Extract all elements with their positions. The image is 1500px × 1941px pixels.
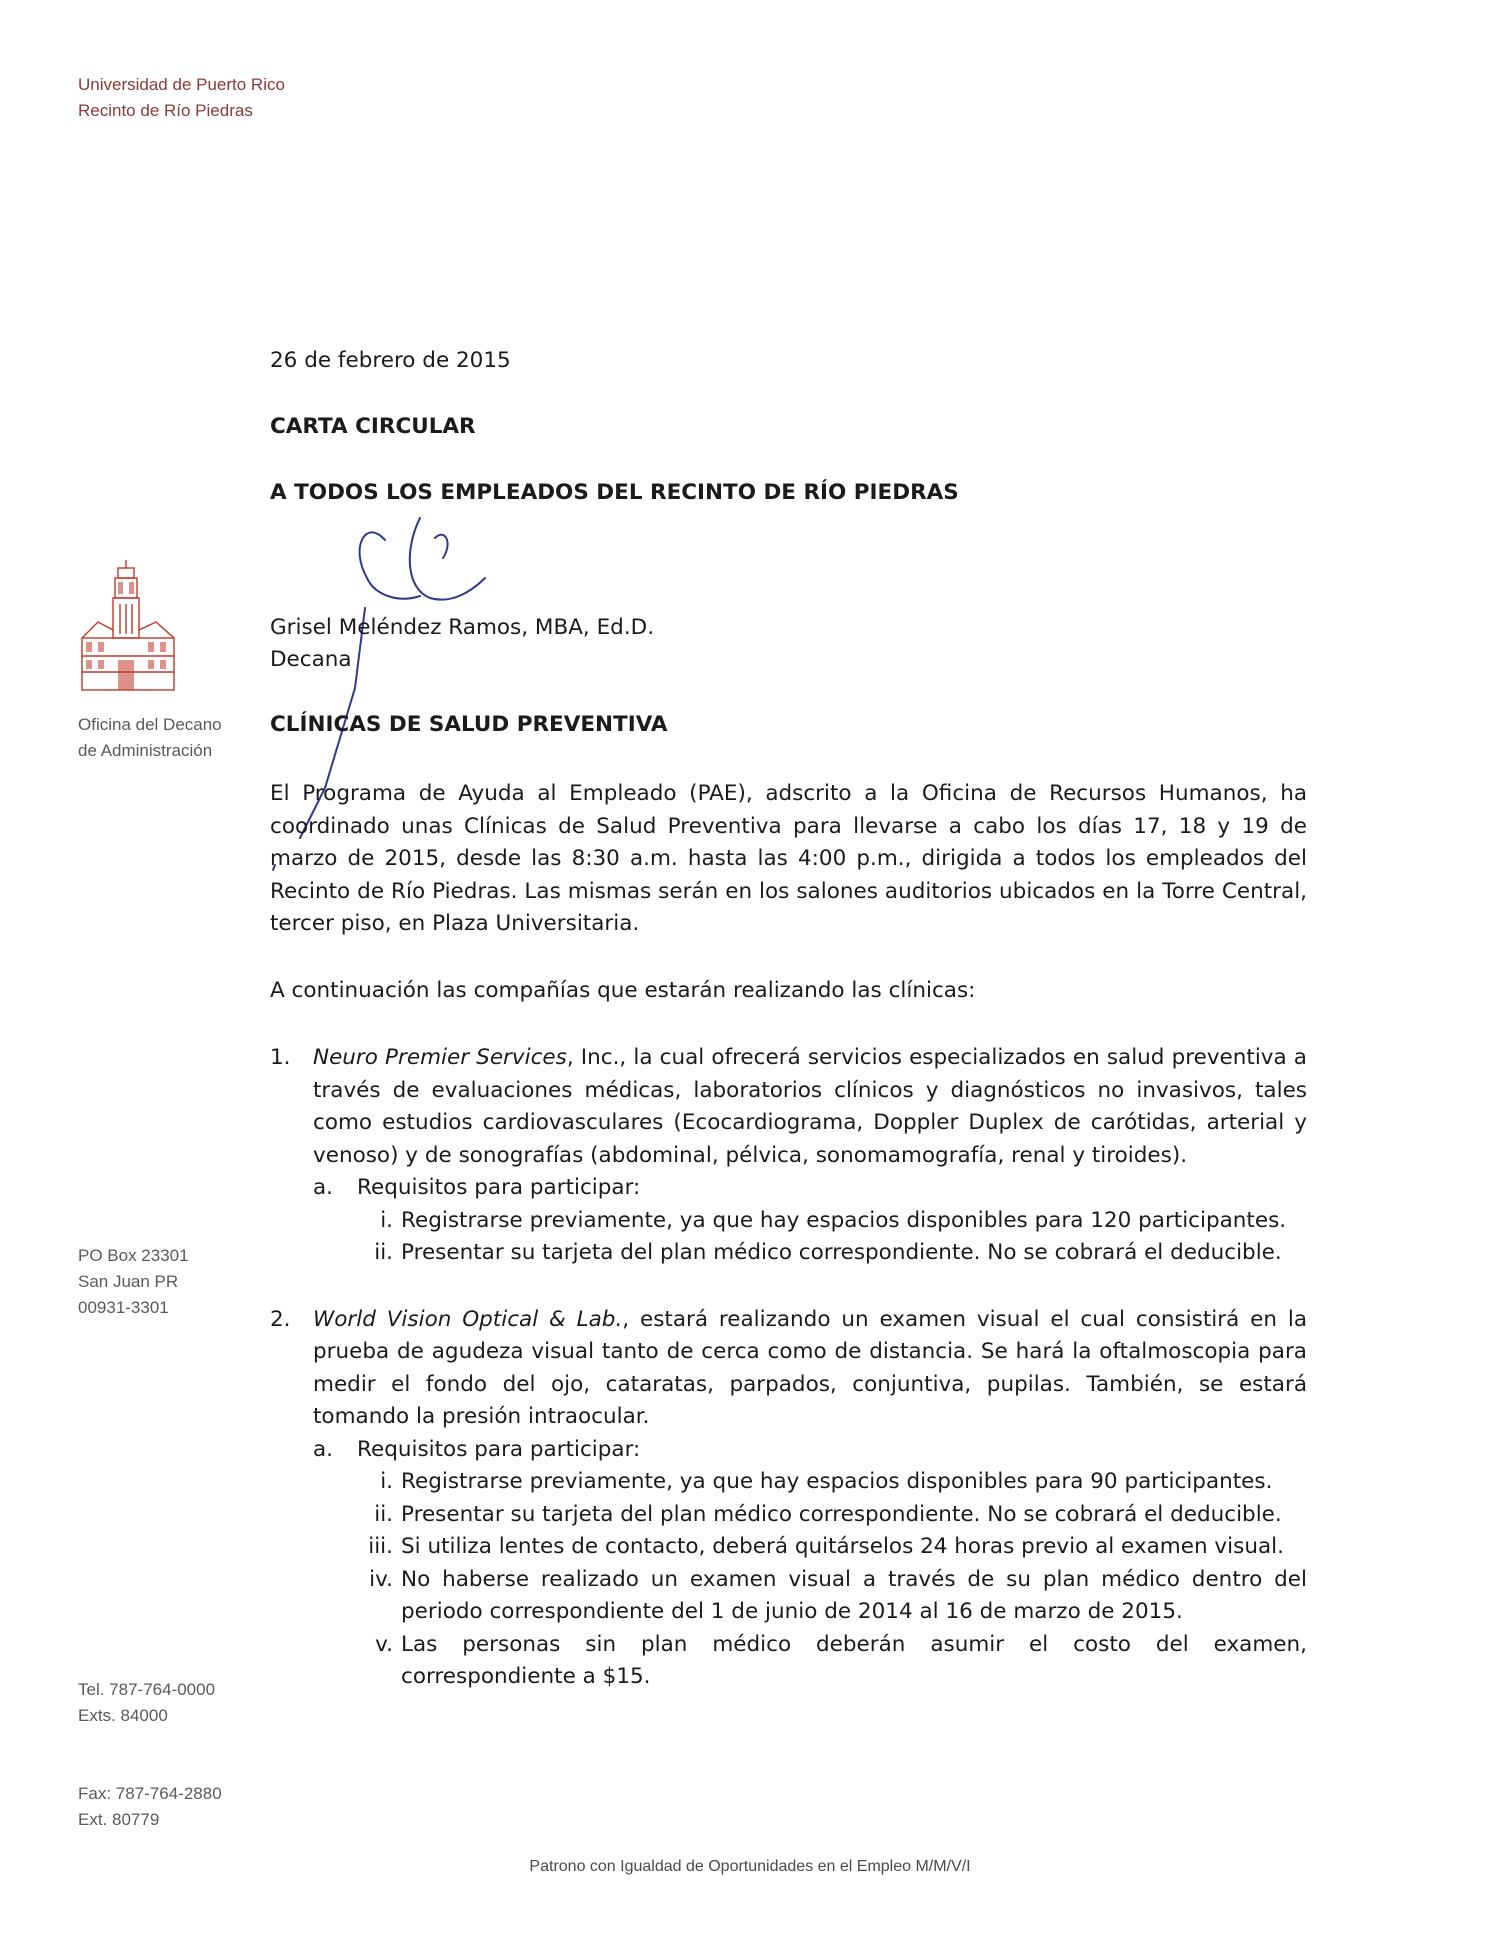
letter-subject: CLÍNICAS DE SALUD PREVENTIVA [270,712,668,737]
office-name [78,712,222,764]
sub-letter: a. [313,1436,334,1462]
item-number: 2. [270,1306,291,1332]
roman-numeral: ii. [374,1501,393,1527]
company-description: , Inc., la cual ofrecerá servicios especializados en salud preventiva a través de evaluaciones médicas, laboratorios clínicos y diagnósticos no invasivos, tales como estudios cardiovasculares (Ecocardiograma, Doppler Duplex de carótidas, arterial y venoso) y de sonografías (abdominal, pélvica, sonomamografía, renal y tiroides). [313,1045,1307,1168]
roman-numeral: iii. [368,1534,393,1559]
list-intro: A continuación las compañías que estarán realizando las clínicas: [270,978,976,1003]
company-item [270,1042,1307,1172]
list-item [313,1205,1307,1238]
requirement-text: No haberse realizado un examen visual a través de su plan médico dentro del periodo correspondiente del 1 de junio de 2014 al 16 de marzo de 2015. [401,1566,1307,1624]
sender-block [270,612,1307,676]
company-item [270,1304,1307,1434]
fax-number: Fax: 787-764-2880 [78,1784,222,1803]
requirement-text: Las personas sin plan médico deberán asumir el costo del examen, correspondiente a $15. [401,1631,1307,1689]
roman-numeral: iv. [369,1566,393,1592]
company-name: Neuro Premier Services [313,1045,567,1070]
requirements-label: Requisitos para participar: [357,1436,641,1462]
roman-numeral: i. [380,1207,393,1233]
university-name: Universidad de Puerto Rico [78,75,285,94]
intro-paragraph: El Programa de Ayuda al Empleado (PAE), adscrito a la Oficina de Recursos Humanos, ha coordinado unas Clínicas de Salud Preventiva para llevarse a cabo los días 17, 18 y 19 de marzo de 2015, desde las 8:30 a.m. hasta las 4:00 p.m., dirigida a todos los empleados del Recinto de Río Piedras. Las mismas serán en los salones auditorios ubicados en la Torre Central, tercer piso, en Plaza Universitaria. [270,781,1307,936]
list-item [313,1531,1307,1564]
letter-type: CARTA CIRCULAR [270,414,476,439]
company-name: World Vision Optical & Lab. [313,1306,623,1332]
roman-numeral: v. [375,1631,393,1657]
requirement-text: Si utiliza lentes de contacto, deberá quitárselos 24 horas previo al examen visual. [401,1534,1284,1559]
office-line-2: de Administración [78,741,213,760]
requirements-block [313,1172,1307,1270]
requirement-text: Presentar su tarjeta del plan médico correspondiente. No se cobrará el deducible. [401,1501,1282,1527]
requirements-label: Requisitos para participar: [357,1175,641,1200]
equal-opportunity-footer: Patrono con Igualdad de Oportunidades en el Empleo M/M/V/I [529,1858,971,1875]
requirements-block [313,1434,1307,1694]
city: San Juan PR [78,1272,179,1291]
roman-numeral: i. [380,1469,393,1494]
list-item [313,1499,1307,1532]
telephone: Tel. 787-764-0000 [78,1680,216,1699]
campus-tower-logo [78,560,178,700]
list-item [313,1466,1307,1499]
campus-name: Recinto de Río Piedras [78,101,253,120]
requirement-text: Presentar su tarjeta del plan médico correspondiente. No se cobrará el deducible. [401,1240,1282,1265]
postal-address [78,1243,189,1321]
item-number: 1. [270,1045,291,1070]
po-box: PO Box 23301 [78,1246,189,1265]
roman-numeral: ii. [374,1240,393,1265]
letter-date: 26 de febrero de 2015 [270,348,511,373]
list-item [313,1237,1307,1270]
letter-recipients: A TODOS LOS EMPLEADOS DEL RECINTO DE RÍO PIEDRAS [270,480,959,505]
requirement-text: Registrarse previamente, ya que hay espacios disponibles para 120 participantes. [401,1207,1287,1233]
sender-title: Decana [270,647,352,672]
company-description: , estará realizando un examen visual el cual consistirá en la prueba de agudeza visual tanto de cerca como de distancia. Se hará la oftalmoscopia para medir el fondo del ojo, cataratas, parpados, conjuntiva, pupilas. También, se estará tomando la presión intraocular. [313,1306,1307,1429]
telephone-extension: Exts. 84000 [78,1706,168,1725]
company-list [270,1042,1307,1694]
telephone-info [78,1677,215,1729]
sender-name: Grisel Meléndez Ramos, MBA, Ed.D. [270,615,655,640]
list-item [313,1564,1307,1629]
list-item [313,1629,1307,1694]
zip-code: 00931-3301 [78,1298,169,1317]
requirements-list [313,1466,1307,1694]
requirement-text: Registrarse previamente, ya que hay espacios disponibles para 90 participantes. [401,1469,1273,1494]
fax-extension: Ext. 80779 [78,1810,160,1829]
fax-info [78,1781,222,1833]
office-line-1: Oficina del Decano [78,715,222,734]
sub-letter: a. [313,1175,334,1200]
letterhead [78,72,285,124]
requirements-list [313,1205,1307,1270]
